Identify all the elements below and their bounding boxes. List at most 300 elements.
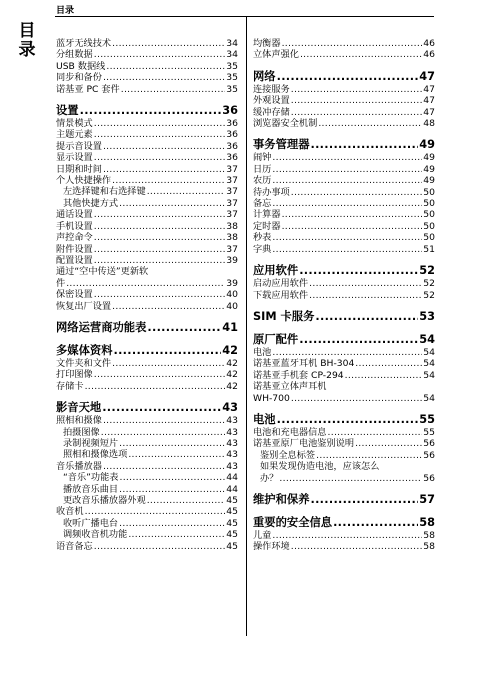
toc-section-heading[interactable] — [253, 264, 435, 278]
toc-entry[interactable] — [56, 186, 238, 197]
toc-page-number: 58 — [423, 541, 435, 553]
toc-leader-dots — [94, 369, 226, 380]
toc-leader-dots — [282, 221, 423, 232]
toc-leader-dots — [272, 175, 422, 186]
toc-entry-title: 主题元素 — [56, 129, 93, 141]
toc-page-number: 50 — [423, 198, 435, 210]
toc-leader-dots — [103, 141, 225, 152]
toc-entry[interactable] — [253, 370, 435, 381]
toc-page-number: 39 — [226, 254, 238, 266]
toc-page-number: 50 — [423, 232, 435, 244]
toc-entry[interactable] — [253, 427, 435, 438]
toc-page-number: 36 — [226, 118, 238, 130]
toc-entry-title: 缓冲存储 — [253, 106, 290, 118]
toc-entry-title: 秒表 — [253, 232, 272, 244]
toc-leader-dots — [102, 401, 221, 415]
toc-entry-title: 录制视频短片 — [63, 437, 119, 449]
toc-entry-title: 配置设置 — [56, 254, 93, 266]
toc-entry[interactable] — [253, 473, 435, 484]
toc-leader-dots — [94, 541, 226, 552]
toc-entry-title: 提示音设置 — [56, 140, 102, 152]
toc-entry[interactable] — [56, 541, 238, 552]
toc-page-number: 49 — [423, 175, 435, 187]
toc-leader-dots — [291, 95, 423, 106]
toc-leader-dots — [112, 175, 225, 186]
toc-leader-dots — [272, 198, 422, 209]
toc-entry-title: 启动应用软件 — [253, 278, 309, 290]
toc-entry[interactable] — [253, 278, 435, 289]
toc-entry-title: 收音机 — [56, 506, 84, 518]
toc-entry-title: 鉴别全息标签 — [260, 449, 316, 461]
toc-column-left — [56, 38, 238, 552]
toc-entry[interactable] — [56, 84, 238, 95]
toc-leader-dots — [299, 264, 418, 278]
toc-entry[interactable] — [56, 369, 238, 380]
toc-leader-dots — [119, 438, 225, 449]
toc-leader-dots — [94, 209, 226, 220]
toc-page-number: 43 — [226, 449, 238, 461]
toc-page-number: 37 — [226, 175, 238, 187]
toc-page-number: 40 — [226, 289, 238, 301]
toc-leader-dots — [94, 118, 226, 129]
toc-page-number: 56 — [423, 472, 435, 484]
toc-entry-title: 浏览器安全机制 — [253, 118, 318, 130]
toc-entry[interactable] — [56, 472, 238, 483]
toc-section-heading[interactable] — [253, 310, 435, 324]
toc-page-number: 49 — [423, 163, 435, 175]
toc-leader-dots — [315, 310, 418, 324]
toc-leader-dots — [121, 84, 226, 95]
toc-entry-title: 保密设置 — [56, 289, 93, 301]
toc-entry-title: 办？ — [260, 472, 279, 484]
toc-entry[interactable] — [56, 529, 238, 540]
toc-leader-dots — [128, 449, 225, 460]
toc-leader-dots — [112, 301, 225, 312]
toc-entry-title: 情景模式 — [56, 118, 93, 130]
toc-entry-title: 待办事项 — [253, 186, 290, 198]
toc-leader-dots — [311, 138, 419, 152]
toc-leader-dots — [333, 516, 418, 530]
toc-entry[interactable] — [56, 152, 238, 163]
toc-entry[interactable] — [56, 449, 238, 460]
toc-entry[interactable] — [56, 484, 238, 495]
toc-leader-dots — [291, 541, 423, 552]
toc-entry[interactable] — [56, 49, 238, 60]
toc-entry-title: 重要的安全信息 — [253, 515, 333, 529]
toc-page-number: 47 — [419, 69, 435, 83]
toc-page-number: 34 — [226, 38, 238, 49]
toc-entry-title: 电池 — [253, 346, 272, 358]
toc-entry[interactable] — [56, 255, 238, 266]
toc-leader-dots — [355, 358, 422, 369]
toc-entry-title: 诺基亚手机套 CP-294 — [253, 369, 344, 381]
toc-entry-title: 儿童 — [253, 529, 272, 541]
toc-leader-dots — [112, 358, 225, 369]
toc-entry[interactable] — [56, 141, 238, 152]
toc-leader-dots — [106, 61, 225, 72]
toc-leader-dots — [272, 244, 422, 255]
toc-entry[interactable] — [56, 427, 238, 438]
toc-entry[interactable] — [253, 107, 435, 118]
toc-page-number: 58 — [423, 529, 435, 541]
toc-entry-title: USB 数据线 — [56, 60, 106, 72]
toc-section-heading[interactable] — [56, 104, 238, 118]
toc-page-number: 56 — [423, 449, 435, 461]
toc-entry[interactable] — [253, 209, 435, 220]
toc-leader-dots — [272, 347, 422, 358]
toc-entry[interactable] — [56, 198, 238, 209]
toc-entry-title: 外观设置 — [253, 95, 290, 107]
toc-entry[interactable] — [253, 95, 435, 106]
toc-leader-dots — [277, 70, 419, 84]
header-rule — [55, 16, 434, 17]
toc-leader-dots — [119, 198, 225, 209]
toc-entry-title: 立体声强化 — [253, 49, 299, 61]
toc-entry[interactable] — [253, 175, 435, 186]
toc-page-number: 36 — [226, 129, 238, 141]
toc-page-number: 43 — [226, 426, 238, 438]
toc-entry[interactable] — [56, 438, 238, 449]
toc-page-number: 53 — [419, 309, 435, 323]
toc-entry-title: 下载应用软件 — [253, 289, 309, 301]
toc-entry[interactable] — [253, 358, 435, 369]
toc-leader-dots — [147, 321, 221, 335]
toc-entry-title: 声控命令 — [56, 232, 93, 244]
toc-entry[interactable] — [56, 209, 238, 220]
toc-entry[interactable] — [56, 244, 238, 255]
toc-page-number: 37 — [226, 243, 238, 255]
toc-page-number: 37 — [226, 186, 238, 198]
toc-page-number: 45 — [226, 540, 238, 552]
toc-page-number: 42 — [222, 343, 238, 357]
toc-entry[interactable] — [56, 38, 238, 49]
toc-page-number: 54 — [423, 358, 435, 370]
toc-page-number: 37 — [226, 209, 238, 221]
toc-page-number: 50 — [423, 209, 435, 221]
toc-entry-title: 定时器 — [253, 220, 281, 232]
toc-leader-dots — [85, 506, 226, 517]
toc-leader-dots — [114, 344, 222, 358]
toc-leader-dots — [345, 370, 423, 381]
toc-entry-title: 件 — [56, 277, 66, 289]
toc-entry[interactable] — [56, 118, 238, 129]
toc-page-number: 55 — [423, 426, 435, 438]
toc-entry-title: 计算器 — [253, 209, 281, 221]
toc-page-number: 56 — [423, 438, 435, 450]
toc-page-number: 38 — [226, 232, 238, 244]
toc-entry[interactable] — [56, 461, 238, 472]
toc-page-number: 47 — [423, 83, 435, 95]
toc-entry-title: 维护和保养 — [253, 492, 310, 506]
toc-leader-dots — [103, 461, 225, 472]
toc-page-number: 52 — [423, 278, 435, 290]
toc-entry[interactable] — [56, 381, 238, 392]
toc-leader-dots — [291, 84, 423, 95]
toc-page-number: 37 — [226, 163, 238, 175]
toc-page-number: 40 — [226, 300, 238, 312]
toc-page-number: 41 — [222, 320, 238, 334]
toc-page-number: 39 — [226, 277, 238, 289]
toc-entry-title: 诺基亚蓝牙耳机 BH-304 — [253, 358, 355, 370]
toc-leader-dots — [80, 104, 222, 118]
toc-page-number: 48 — [423, 118, 435, 130]
toc-page-number: 46 — [423, 38, 435, 49]
toc-entry-title: WH-700 — [253, 392, 290, 404]
toc-page-number: 43 — [226, 415, 238, 427]
toc-entry-text: 诺基亚立体声耳机 — [253, 381, 327, 393]
toc-entry[interactable] — [253, 530, 435, 541]
toc-leader-dots — [311, 493, 419, 507]
toc-entry-title: 网络 — [253, 69, 276, 83]
toc-leader-dots — [282, 38, 423, 49]
toc-entry[interactable] — [253, 187, 435, 198]
toc-entry-title: 字典 — [253, 243, 272, 255]
toc-page-number: 54 — [419, 332, 435, 346]
toc-page-number: 43 — [226, 437, 238, 449]
toc-entry-title: 收听广播电台 — [63, 517, 119, 529]
toc-page-number: 35 — [226, 83, 238, 95]
toc-entry-title: 左选择键和右选择键 — [63, 186, 146, 198]
toc-leader-dots — [103, 415, 225, 426]
toc-entry-title: 连接服务 — [253, 83, 290, 95]
toc-entry-title: 语音备忘 — [56, 540, 93, 552]
toc-column-right — [253, 38, 435, 553]
toc-page-number: 45 — [226, 517, 238, 529]
toc-entry-title: 闹钟 — [253, 152, 272, 164]
toc-entry[interactable] — [56, 72, 238, 83]
toc-leader-dots — [316, 450, 422, 461]
toc-page-number: 47 — [423, 95, 435, 107]
toc-entry-title: “音乐”功能表 — [63, 472, 119, 484]
toc-entry[interactable] — [56, 164, 238, 175]
toc-entry[interactable] — [56, 415, 238, 426]
toc-entry-title: SIM 卡服务 — [253, 309, 315, 323]
toc-leader-dots — [94, 255, 226, 266]
toc-entry-title: 原厂配件 — [253, 332, 299, 346]
toc-entry[interactable] — [56, 175, 238, 186]
toc-page-number: 49 — [423, 152, 435, 164]
toc-entry[interactable] — [253, 347, 435, 358]
toc-page-number: 44 — [226, 472, 238, 484]
toc-entry-text: 通过“空中传送”更新软 — [56, 266, 149, 278]
side-chapter-label: 目录 — [18, 21, 36, 60]
page-header-title: 目录 — [56, 6, 75, 16]
toc-leader-dots — [282, 209, 423, 220]
toc-leader-dots — [291, 187, 423, 198]
toc-leader-dots — [94, 244, 226, 255]
toc-page-number: 45 — [226, 495, 238, 506]
toc-page-number: 44 — [226, 483, 238, 495]
toc-entry-title: 音乐播放器 — [56, 460, 102, 472]
toc-leader-dots — [94, 289, 226, 300]
toc-leader-dots — [101, 427, 226, 438]
toc-page-number: 37 — [226, 197, 238, 209]
toc-entry[interactable] — [253, 152, 435, 163]
toc-page-number: 47 — [423, 106, 435, 118]
toc-entry[interactable] — [253, 198, 435, 209]
toc-entry[interactable] — [56, 232, 238, 243]
toc-section-heading[interactable] — [56, 344, 238, 358]
toc-page-number: 35 — [226, 72, 238, 84]
toc-section-heading[interactable] — [253, 493, 435, 507]
toc-entry-title: 电池和充电器信息 — [253, 426, 327, 438]
toc-section-heading[interactable] — [253, 516, 435, 530]
toc-leader-dots — [119, 484, 225, 495]
toc-page-number: 42 — [226, 369, 238, 381]
toc-section-heading[interactable] — [253, 413, 435, 427]
toc-entry[interactable] — [56, 495, 238, 506]
toc-leader-dots — [119, 518, 225, 529]
toc-entry-title: 播放音乐曲目 — [63, 483, 119, 495]
toc-entry-title: 事务管理器 — [253, 138, 310, 152]
toc-entry[interactable] — [56, 129, 238, 140]
toc-page-number: 52 — [419, 264, 435, 278]
toc-page-number: 51 — [423, 243, 435, 255]
toc-page-number: 58 — [419, 515, 435, 529]
toc-entry[interactable] — [56, 506, 238, 517]
toc-page-number: 36 — [222, 104, 238, 118]
toc-page-number: 55 — [419, 412, 435, 426]
toc-entry-title: 备忘 — [253, 198, 272, 210]
toc-leader-dots — [85, 381, 226, 392]
toc-entry[interactable] — [253, 438, 435, 449]
toc-leader-dots — [272, 152, 422, 163]
toc-leader-dots — [277, 413, 419, 427]
toc-leader-dots — [128, 529, 225, 540]
column-divider — [246, 16, 247, 636]
toc-entry-title: 农历 — [253, 175, 272, 187]
toc-page-number: 54 — [423, 369, 435, 381]
toc-entry-title: 同步和备份 — [56, 72, 102, 84]
toc-leader-dots — [279, 473, 422, 484]
toc-section-heading[interactable] — [56, 401, 238, 415]
toc-leader-dots — [119, 472, 225, 483]
toc-entry-title: 多媒体资料 — [56, 343, 113, 357]
toc-entry-title: 拍摄图像 — [63, 426, 100, 438]
toc-entry-title: 手机设置 — [56, 220, 93, 232]
toc-page-number: 43 — [226, 460, 238, 472]
toc-page-number: 42 — [226, 357, 238, 369]
toc-page-number: 36 — [226, 140, 238, 152]
toc-leader-dots — [94, 152, 226, 163]
toc-page-number: 50 — [423, 186, 435, 198]
toc-entry-title: 个人快捷操作 — [56, 175, 112, 187]
toc-entry-title: 电池 — [253, 412, 276, 426]
toc-entry[interactable] — [253, 164, 435, 175]
toc-leader-dots — [94, 221, 226, 232]
toc-entry[interactable] — [253, 118, 435, 129]
toc-leader-dots — [272, 164, 422, 175]
toc-entry[interactable] — [253, 450, 435, 461]
toc-entry[interactable] — [253, 221, 435, 232]
toc-leader-dots — [300, 49, 422, 60]
toc-leader-dots — [272, 232, 422, 243]
toc-leader-dots — [94, 129, 226, 140]
toc-entry-title: 均衡器 — [253, 38, 281, 49]
toc-entry-title: 网络运营商功能表 — [56, 320, 147, 334]
toc-page-number: 34 — [226, 49, 238, 61]
toc-leader-dots — [299, 333, 418, 347]
toc-leader-dots — [355, 438, 422, 449]
toc-entry-title: 更改音乐播放器外观 — [63, 495, 146, 506]
toc-entry-title: 日期和时间 — [56, 163, 102, 175]
toc-leader-dots — [103, 72, 225, 83]
toc-entry-title: 显示设置 — [56, 152, 93, 164]
toc-entry-title: 其他快捷方式 — [63, 197, 119, 209]
toc-page-number: 57 — [419, 492, 435, 506]
toc-entry-title: 调频收音机功能 — [63, 529, 128, 541]
toc-entry[interactable] — [56, 221, 238, 232]
toc-leader-dots — [103, 164, 225, 175]
toc-section-heading[interactable] — [253, 333, 435, 347]
toc-entry-title: 影音天地 — [56, 401, 102, 415]
toc-leader-dots — [112, 38, 225, 49]
toc-section-heading[interactable] — [253, 70, 435, 84]
toc-entry[interactable] — [56, 278, 238, 289]
toc-entry[interactable] — [253, 541, 435, 552]
toc-entry[interactable] — [253, 393, 435, 404]
toc-entry-title: 照相和摄像 — [56, 415, 102, 427]
toc-entry-title: 诺基亚原厂电池鉴别说明 — [253, 438, 355, 450]
toc-leader-dots — [147, 495, 226, 506]
toc-page-number: 36 — [226, 152, 238, 164]
toc-page-number: 42 — [226, 380, 238, 392]
toc-leader-dots — [291, 107, 423, 118]
toc-page-number: 35 — [226, 60, 238, 72]
toc-section-heading[interactable] — [253, 138, 435, 152]
toc-section-heading[interactable] — [56, 321, 238, 335]
toc-page-number: 52 — [423, 289, 435, 301]
toc-page-number: 38 — [226, 220, 238, 232]
toc-entry-text: 如果发现伪造电池，应该怎么 — [260, 461, 380, 473]
toc-page-number: 43 — [222, 401, 238, 415]
toc-leader-dots — [147, 186, 226, 197]
toc-entry[interactable] — [56, 301, 238, 312]
toc-leader-dots — [318, 118, 422, 129]
toc-leader-dots — [291, 393, 422, 404]
toc-entry-title: 附件设置 — [56, 243, 93, 255]
toc-page-number: 54 — [423, 346, 435, 358]
toc-entry-title: 打印图像 — [56, 369, 93, 381]
toc-entry[interactable] — [253, 290, 435, 301]
toc-entry[interactable] — [56, 358, 238, 369]
toc-entry-title: 恢复出厂设置 — [56, 300, 112, 312]
toc-page-number: 45 — [226, 506, 238, 518]
toc-entry-title: 照相和摄像选项 — [63, 449, 128, 461]
toc-page-number: 50 — [423, 220, 435, 232]
toc-page-number: 54 — [423, 392, 435, 404]
toc-entry[interactable] — [253, 49, 435, 60]
toc-entry-title: 诺基亚 PC 套件 — [56, 83, 120, 95]
toc-leader-dots — [94, 49, 226, 60]
toc-entry[interactable] — [253, 38, 435, 49]
toc-entry[interactable] — [253, 232, 435, 243]
toc-leader-dots — [66, 278, 225, 289]
toc-leader-dots — [309, 290, 422, 301]
toc-entry-title: 蓝牙无线技术 — [56, 38, 112, 49]
toc-entry-title: 日历 — [253, 163, 272, 175]
toc-leader-dots — [309, 278, 422, 289]
toc-entry[interactable] — [253, 244, 435, 255]
toc-entry[interactable] — [56, 289, 238, 300]
toc-entry-title: 设置 — [56, 104, 79, 118]
toc-entry-title: 分组数据 — [56, 49, 93, 61]
toc-entry[interactable] — [253, 84, 435, 95]
toc-entry[interactable] — [56, 518, 238, 529]
toc-entry[interactable] — [56, 61, 238, 72]
toc-entry-title: 应用软件 — [253, 264, 299, 278]
toc-page-number: 49 — [419, 138, 435, 152]
